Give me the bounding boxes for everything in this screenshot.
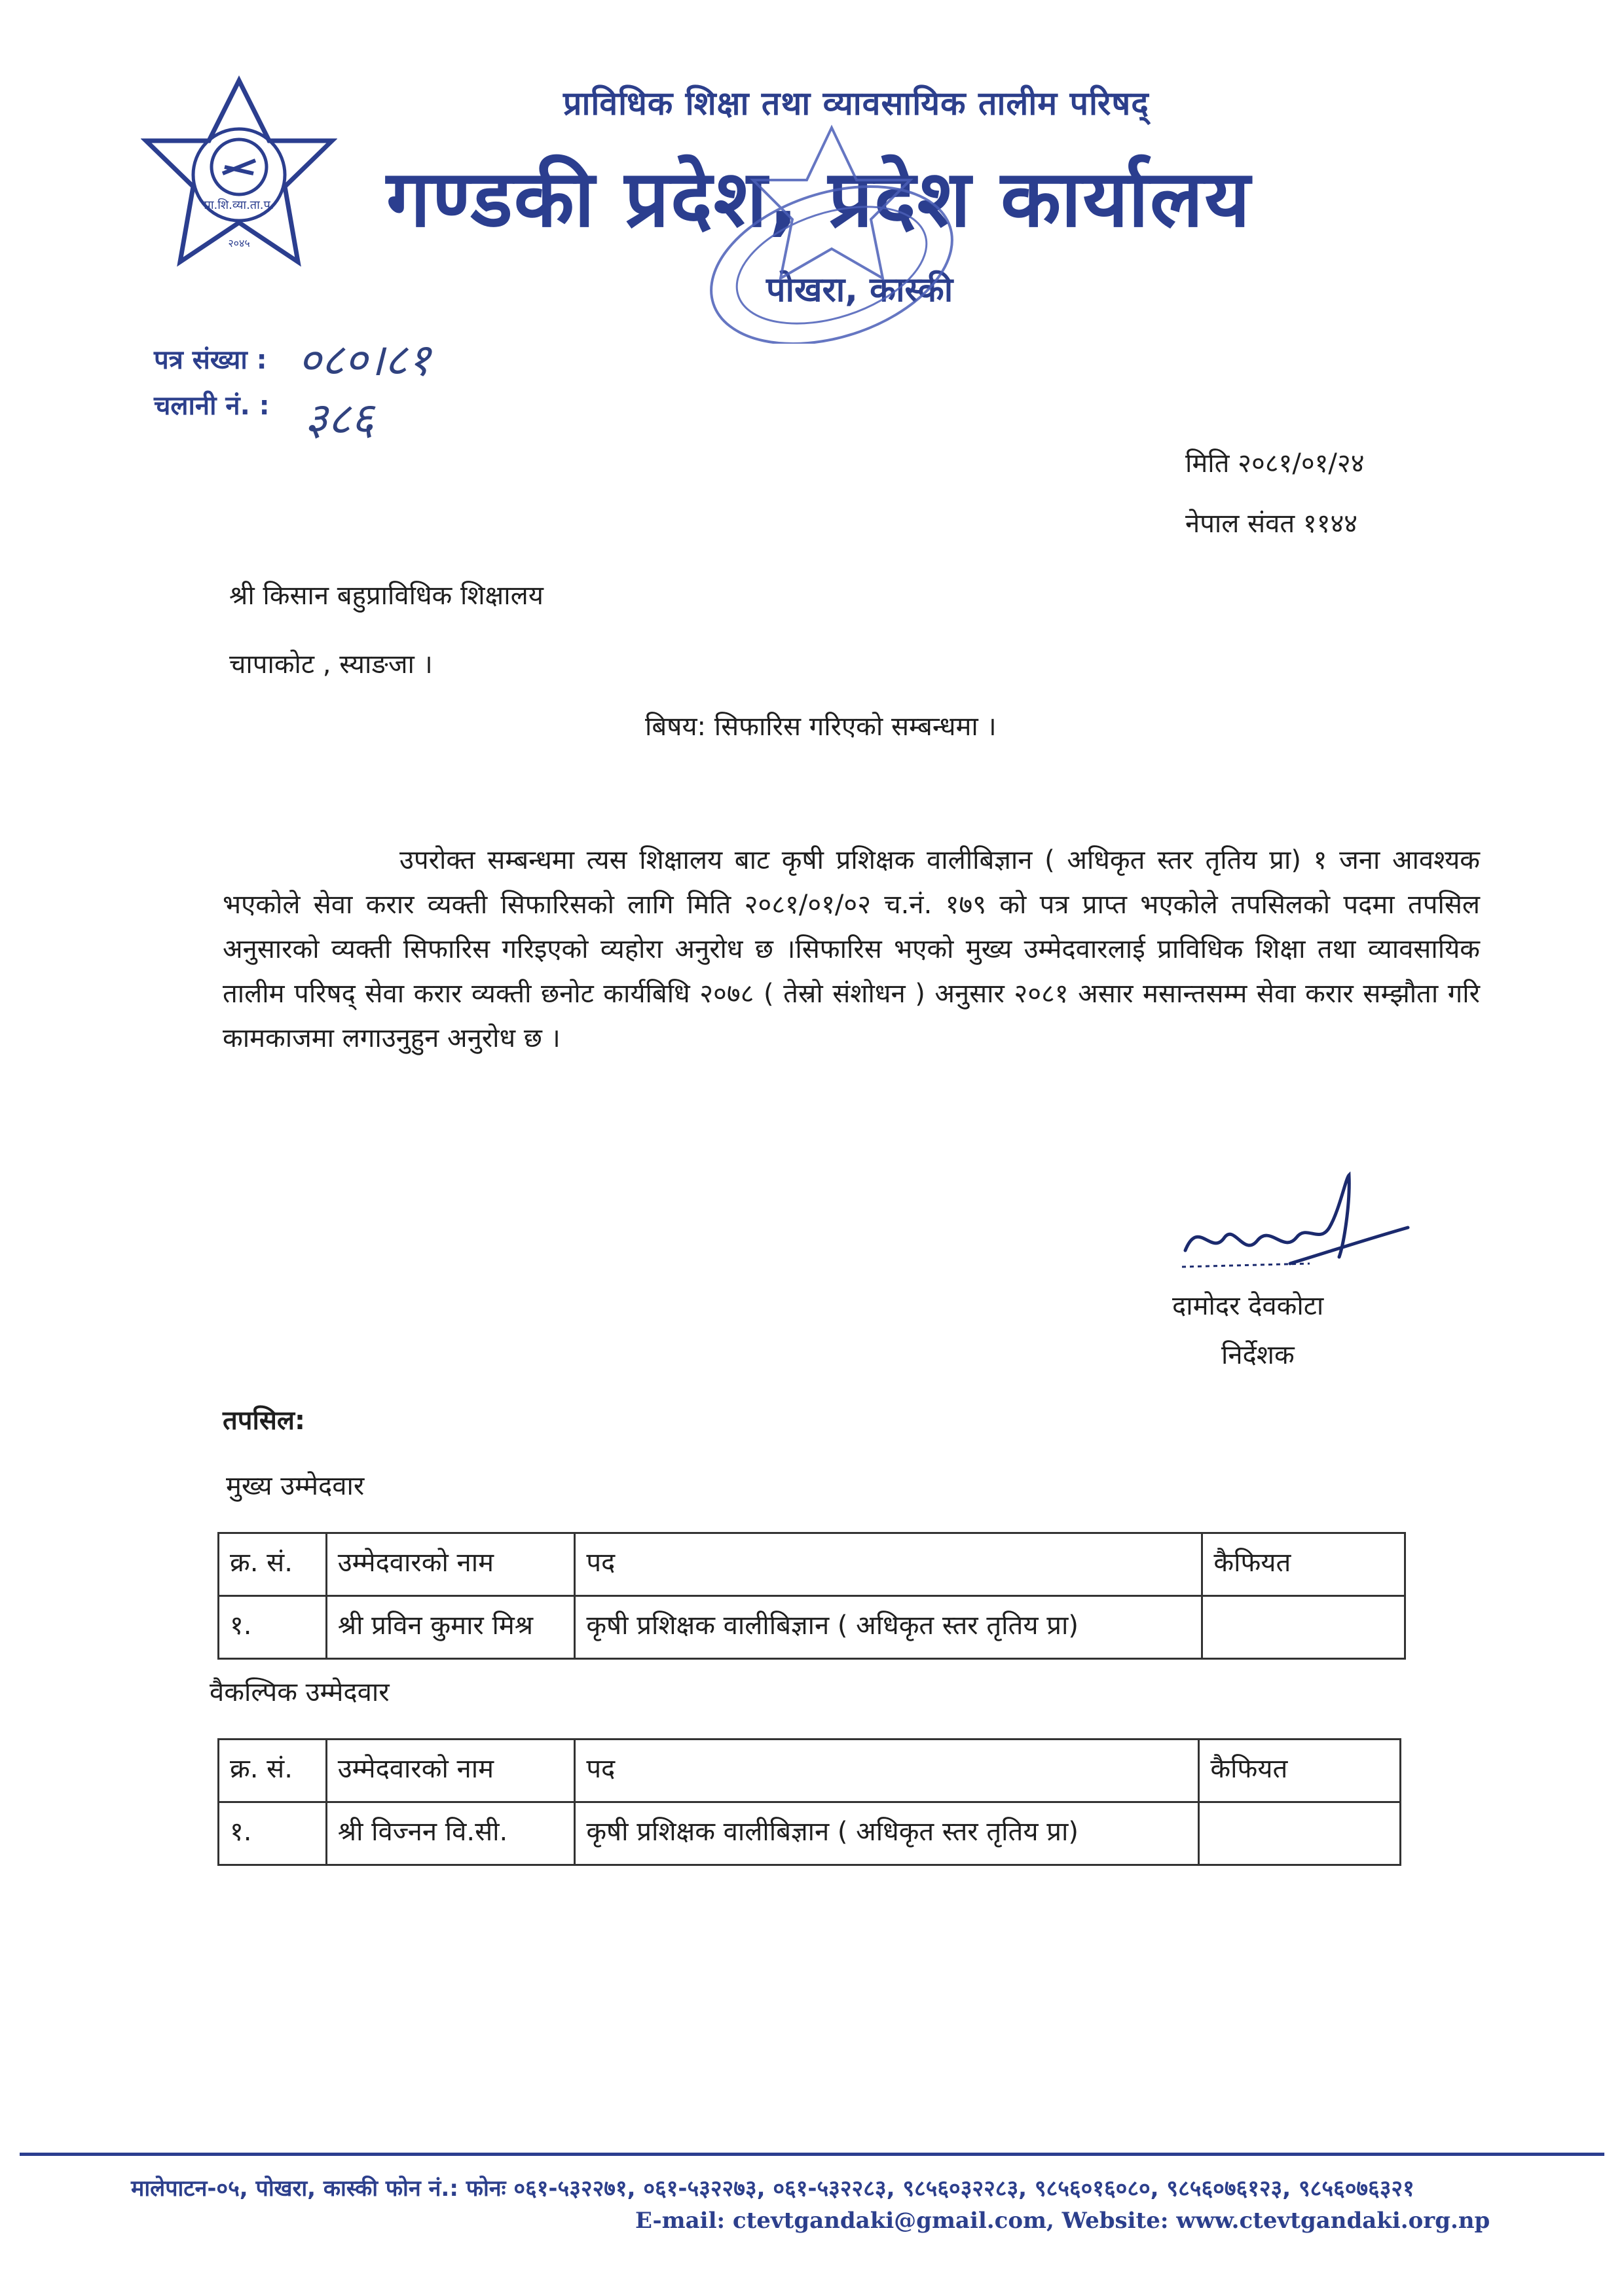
col-name: उम्मेदवारको नाम xyxy=(326,1533,575,1596)
col-post: पद xyxy=(575,1533,1202,1596)
recipient-line2: चापाकोट , स्याङजा । xyxy=(229,649,433,680)
cell-remarks xyxy=(1202,1596,1405,1659)
letter-no-value: ०८०।८१ xyxy=(298,335,431,386)
council-logo xyxy=(141,75,337,272)
subject-line: बिषय: सिफारिस गरिएको सम्बन्धमा । xyxy=(645,712,997,742)
office-location: पोखरा, कास्की xyxy=(766,270,953,310)
main-candidate-table xyxy=(217,1532,1406,1660)
cell-post: कृषी प्रशिक्षक वालीबिज्ञान ( अधिकृत स्तर तृतिय प्रा) xyxy=(575,1802,1199,1865)
signatory-name: दामोदर देवकोटा xyxy=(1172,1291,1324,1321)
cell-name: श्री प्रविन कुमार मिश्र xyxy=(326,1596,575,1659)
alt-candidate-table xyxy=(217,1738,1401,1866)
body-text: उपरोक्त सम्बन्धमा त्यस शिक्षालय बाट कृषी प्रशिक्षक वालीबिज्ञान ( अधिकृत स्तर तृतिय प्रा) १ जना आवश्यक भएकोले सेवा करार व्यक्ती सिफारिसको लागि मिति २०८१/०१/०२ च.नं. १७९ को पत्र प्राप्त भएकोले तपसिलको पदमा तपसिल अनुसारको व्यक्ती सिफारिस गरिइएको व्यहोरा अनुरोध छ ।सिफारिस भएको मुख्य उम्मेदवारलाई प्राविधिक शिक्षा तथा व्यावसायिक तालीम परिषद् सेवा करार व्यक्ती छनोट कार्यबिधि २०७८ ( तेस्रो संशोधन ) अनुसार २०८१ असार मसान्तसम्म सेवा करार सम्झौता गरि कामकाजमा लगाउनुहुन अनुरोध छ । xyxy=(223,845,1480,1053)
col-name: उम्मेदवारको नाम xyxy=(326,1740,575,1802)
handwritten-signature xyxy=(1172,1165,1414,1296)
dispatch-no-value: ३८६ xyxy=(304,393,375,445)
logo-year: २०४५ xyxy=(228,237,250,249)
col-serial: क्र. सं. xyxy=(219,1533,327,1596)
details-heading: तपसिल: xyxy=(223,1406,306,1436)
cell-name: श्री विज्नन वि.सी. xyxy=(326,1802,575,1865)
col-serial: क्र. सं. xyxy=(219,1740,327,1802)
footer-email-website: E-mail: ctevtgandaki@gmail.com, Website: www.ctevtgandaki.org.np xyxy=(635,2208,1490,2234)
footer-address-phone: मालेपाटन-०५, पोखरा, कास्की फोन नं.: फोनः ०६१-५३२२७१, ०६१-५३२२७३, ०६१-५३२२८३, ९८५६०३२२८३, ९८५६०१६०८०, ९८५६०७६१२३, ९८५६०७६३२१ xyxy=(131,2176,1414,2202)
col-post: पद xyxy=(575,1740,1199,1802)
office-name: गण्डकी प्रदेश, प्रदेश कार्यालय xyxy=(386,154,1251,245)
body-paragraph xyxy=(223,838,1480,1061)
alt-candidate-label: वैकल्पिक उम्मेदवार xyxy=(210,1677,390,1707)
signatory-title: निर्देशक xyxy=(1221,1340,1295,1370)
nepal-sambat: नेपाल संवत ११४४ xyxy=(1185,509,1358,539)
recipient-line1: श्री किसान बहुप्राविधिक शिक्षालय xyxy=(229,581,544,611)
cell-serial: १. xyxy=(219,1802,327,1865)
office-stamp xyxy=(681,121,956,344)
col-remarks: कैफियत xyxy=(1202,1533,1405,1596)
main-candidate-label: मुख्य उम्मेदवार xyxy=(226,1471,365,1501)
letter-no-label: पत्र संख्या : xyxy=(154,345,267,375)
letter-date: मिति २०८१/०१/२४ xyxy=(1185,448,1365,479)
cell-post: कृषी प्रशिक्षक वालीबिज्ञान ( अधिकृत स्तर तृतिय प्रा) xyxy=(575,1596,1202,1659)
table-header-row xyxy=(219,1533,1405,1596)
cell-serial: १. xyxy=(219,1596,327,1659)
table-header-row xyxy=(219,1740,1401,1802)
cell-remarks xyxy=(1199,1802,1401,1865)
council-name: प्राविधिक शिक्षा तथा व्यावसायिक तालीम परिषद् xyxy=(563,84,1149,122)
logo-text: प्रा.शि.व्या.ता.प. xyxy=(204,198,274,212)
table-row xyxy=(219,1802,1401,1865)
col-remarks: कैफियत xyxy=(1199,1740,1401,1802)
footer-divider xyxy=(20,2153,1604,2156)
table-row xyxy=(219,1596,1405,1659)
dispatch-no-label: चलानी नं. : xyxy=(154,391,270,421)
